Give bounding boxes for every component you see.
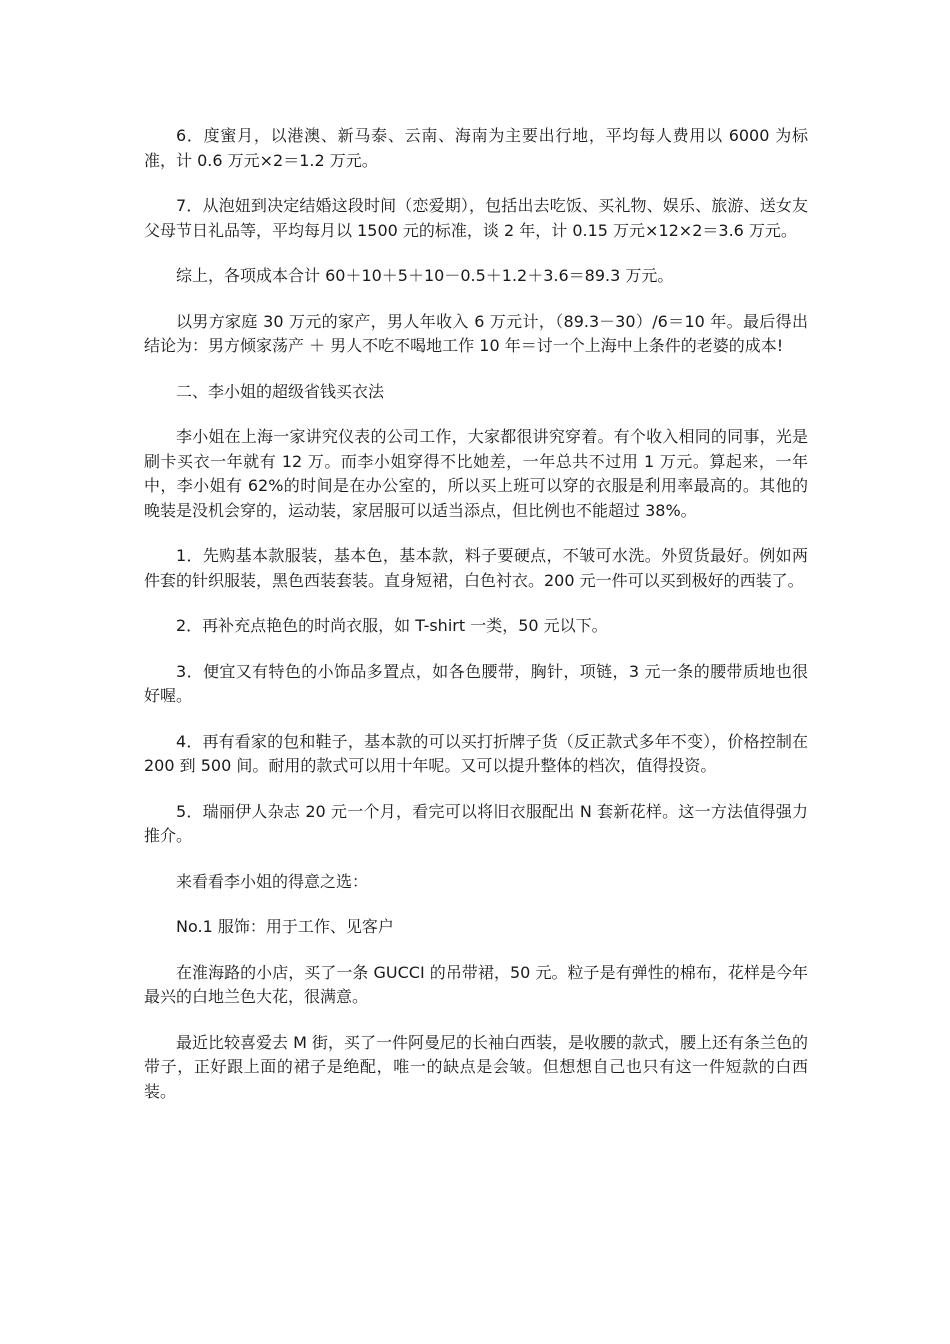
paragraph-miss-li-intro: 李小姐在上海一家讲究仪表的公司工作，大家都很讲究穿着。有个收入相同的同事，光是刷卡买衣一年就有 12 万。而李小姐穿得不比她差，一年总共不过用 1 万元。算起来，一年中，李小姐有 62%的时间是在办公室的，所以买上班可以穿的衣服是利用率最高的。其他的晚装是没机会穿的，运动装，家居服可以适当添点，但比例也不能超过 38%。 xyxy=(144,427,808,520)
list-item-magazine: 5．瑞丽伊人杂志 20 元一个月，看完可以将旧衣服配出 N 套新花样。这一方法值得强力推介。 xyxy=(144,801,808,845)
paragraph-conclusion: 以男方家庭 30 万元的家产，男人年收入 6 万元计，（89.3－30）/6＝10 年。最后得出结论为：男方倾家荡产 ＋ 男人不吃不喝地工作 10 年＝讨一个上海中上条件的老婆的成本! xyxy=(144,311,808,355)
paragraph-dating-cost: 7．从泡妞到决定结婚这段时间（恋爱期），包括出去吃饭、买礼物、娱乐、旅游、送女友父母节日礼品等，平均每月以 1500 元的标准，谈 2 年，计 0.15 万元×12×2＝3.6 万元。 xyxy=(144,196,808,240)
paragraph-gucci-dress: 在淮海路的小店，买了一条 GUCCI 的吊带裙，50 元。粒子是有弹性的棉布，花样是今年最兴的白地兰色大花，很满意。 xyxy=(144,962,808,1006)
paragraph-honeymoon-cost: 6．度蜜月，以港澳、新马泰、云南、海南为主要出行地，平均每人费用以 6000 为标准，计 0.6 万元×2＝1.2 万元。 xyxy=(144,126,808,170)
list-item-bags-shoes: 4．再有看家的包和鞋子，基本款的可以买打折牌子货（反正款式多年不变），价格控制在 200 到 500 间。耐用的款式可以用十年呢。又可以提升整体的档次，值得投资。 xyxy=(144,731,808,775)
subheading-no1-clothing: No.1 服饰：用于工作、见客户 xyxy=(176,917,394,936)
paragraph-white-suit: 最近比较喜爱去 M 街，买了一件阿曼尼的长袖白西装，是收腰的款式，腰上还有条兰色的带子，正好跟上面的裙子是绝配，唯一的缺点是会皱。但想想自己也只有这一件短款的白西装。 xyxy=(144,1032,808,1101)
list-item-fashion-clothing: 2．再补充点艳色的时尚衣服，如 T-shirt 一类，50 元以下。 xyxy=(176,616,608,635)
section-heading-clothing: 二、李小姐的超级省钱买衣法 xyxy=(176,381,385,401)
paragraph-total-cost: 综上，各项成本合计 60＋10＋5＋10－0.5＋1.2＋3.6＝89.3 万元。 xyxy=(176,266,674,285)
list-item-accessories: 3．便宜又有特色的小饰品多置点，如各色腰带，胸针，项链，3 元一条的腰带质地也很好喔。 xyxy=(144,661,808,705)
list-item-basic-clothing: 1．先购基本款服装，基本色，基本款，料子要硬点，不皱可水洗。外贸货最好。例如两件套的针织服装，黑色西装套装。直身短裙，白色衬衣。200 元一件可以买到极好的西装了。 xyxy=(144,546,808,590)
document-body xyxy=(144,124,808,1125)
paragraph-favorites-intro: 来看看李小姐的得意之选： xyxy=(176,871,369,891)
